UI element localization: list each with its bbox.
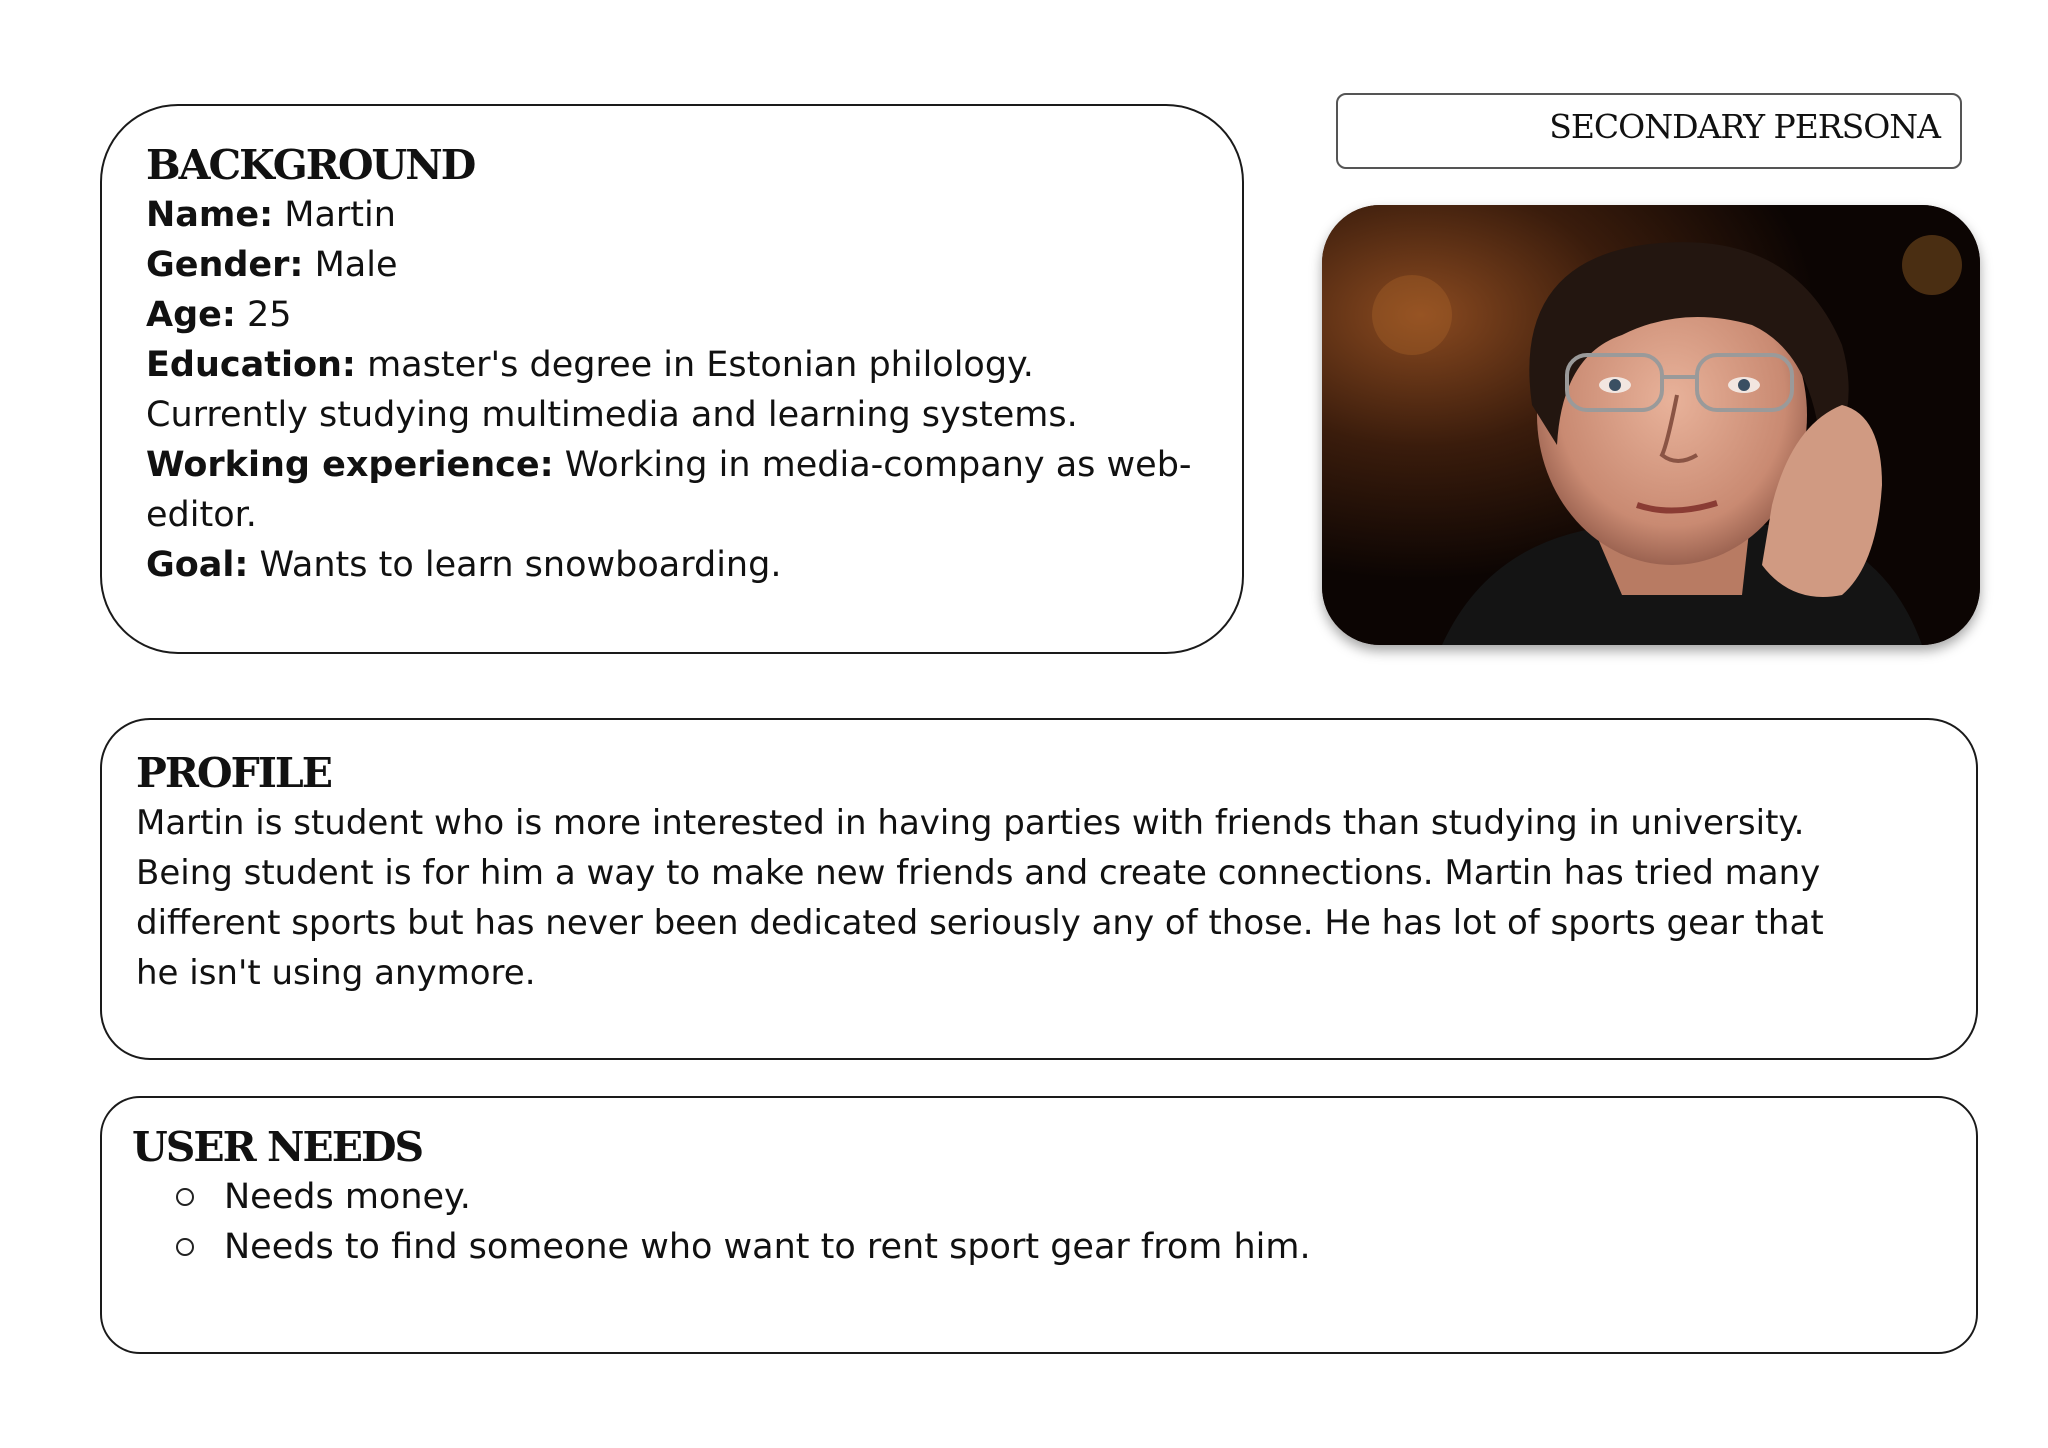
age-label: Age: <box>146 295 236 335</box>
age-row <box>146 290 1202 340</box>
gender-row <box>146 240 1202 290</box>
education-label: Education: <box>146 345 356 385</box>
profile-line: Martin is student who is more interested in having parties with friends than studying in university. <box>136 803 1805 843</box>
work-value: Working in media-company as web- <box>564 445 1192 485</box>
user-need-text: Needs money. <box>224 1177 471 1217</box>
background-heading: BACKGROUND <box>146 141 475 189</box>
persona-photo <box>1322 205 1980 645</box>
persona-photo-illustration <box>1322 205 1980 645</box>
goal-label: Goal: <box>146 545 249 585</box>
profile-line: he isn't using anymore. <box>136 953 536 993</box>
persona-type-label: SECONDARY PERSONA <box>1336 93 1962 169</box>
user-needs-list <box>132 1172 1936 1272</box>
education-row <box>146 340 1202 390</box>
user-need-text: Needs to find someone who want to rent sport gear from him. <box>224 1227 1311 1267</box>
work-row-continued <box>146 490 1202 540</box>
profile-card <box>100 718 1978 1060</box>
profile-heading: PROFILE <box>136 749 331 797</box>
gender-value: Male <box>314 245 398 285</box>
gender-label: Gender: <box>146 245 304 285</box>
name-value: Martin <box>284 195 396 235</box>
work-row <box>146 440 1202 490</box>
work-label: Working experience: <box>146 445 554 485</box>
list-item <box>176 1172 1936 1222</box>
education-value-continued: Currently studying multimedia and learning systems. <box>146 395 1078 435</box>
name-row <box>146 190 1202 240</box>
name-label: Name: <box>146 195 274 235</box>
goal-row <box>146 540 1202 590</box>
work-value-continued: editor. <box>146 495 257 535</box>
profile-line: different sports but has never been dedicated seriously any of those. He has lot of sports gear that <box>136 903 1824 943</box>
age-value: 25 <box>247 295 292 335</box>
background-card <box>100 104 1244 654</box>
user-needs-heading: USER NEEDS <box>132 1123 423 1171</box>
user-needs-card <box>100 1096 1978 1354</box>
education-row-continued <box>146 390 1202 440</box>
goal-value: Wants to learn snowboarding. <box>259 545 782 585</box>
education-value: master's degree in Estonian philology. <box>367 345 1034 385</box>
circle-bullet-icon <box>176 1238 194 1256</box>
list-item <box>176 1222 1936 1272</box>
profile-line: Being student is for him a way to make new friends and create connections. Martin has tried many <box>136 853 1821 893</box>
circle-bullet-icon <box>176 1188 194 1206</box>
